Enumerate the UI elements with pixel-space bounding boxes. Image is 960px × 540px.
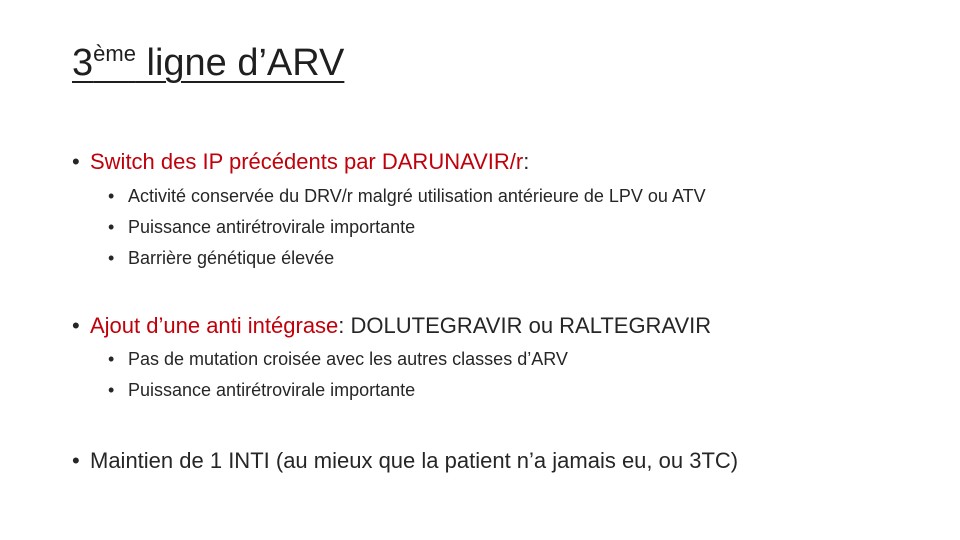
- bullet-2-sub-1: [108, 347, 568, 371]
- title-number: 3: [72, 42, 94, 84]
- bullet-2: [72, 312, 711, 340]
- slide-title-text: [72, 42, 344, 84]
- slide-title: [72, 40, 344, 91]
- bullet-dot: •: [108, 380, 115, 400]
- bullet-1-sub-3: [108, 246, 334, 270]
- bullet-3-plain: Maintien de 1 INTI (au mieux que la patient n’a jamais eu, ou 3TC): [90, 448, 739, 473]
- bullet-1-highlight: Switch des IP précédents par DARUNAVIR/r: [90, 149, 524, 174]
- bullet-dot: •: [72, 448, 80, 473]
- title-superscript: ème: [93, 41, 136, 66]
- bullet-1-plain: :: [523, 149, 530, 174]
- bullet-2-highlight: Ajout d’une anti intégrase: [90, 313, 339, 338]
- bullet-dot: •: [108, 349, 115, 369]
- bullet-2-plain: : DOLUTEGRAVIR ou RALTEGRAVIR: [338, 313, 712, 338]
- bullet-2-sub-2: [108, 378, 415, 402]
- bullet-dot: •: [108, 217, 115, 237]
- bullet-3: [72, 447, 738, 475]
- title-rest: ligne d’ARV: [135, 42, 345, 84]
- bullet-dot: •: [108, 248, 115, 268]
- bullet-dot: •: [72, 149, 80, 174]
- sub-bullet-text: Barrière génétique élevée: [128, 248, 335, 268]
- bullet-1: [72, 148, 529, 176]
- bullet-1-sub-1: [108, 184, 706, 208]
- sub-bullet-text: Pas de mutation croisée avec les autres classes d’ARV: [128, 349, 568, 369]
- bullet-dot: •: [72, 313, 80, 338]
- bullet-dot: •: [108, 186, 115, 206]
- bullet-1-sub-2: [108, 215, 415, 239]
- sub-bullet-text: Activité conservée du DRV/r malgré utilisation antérieure de LPV ou ATV: [128, 186, 706, 206]
- sub-bullet-text: Puissance antirétrovirale importante: [128, 380, 416, 400]
- sub-bullet-text: Puissance antirétrovirale importante: [128, 217, 416, 237]
